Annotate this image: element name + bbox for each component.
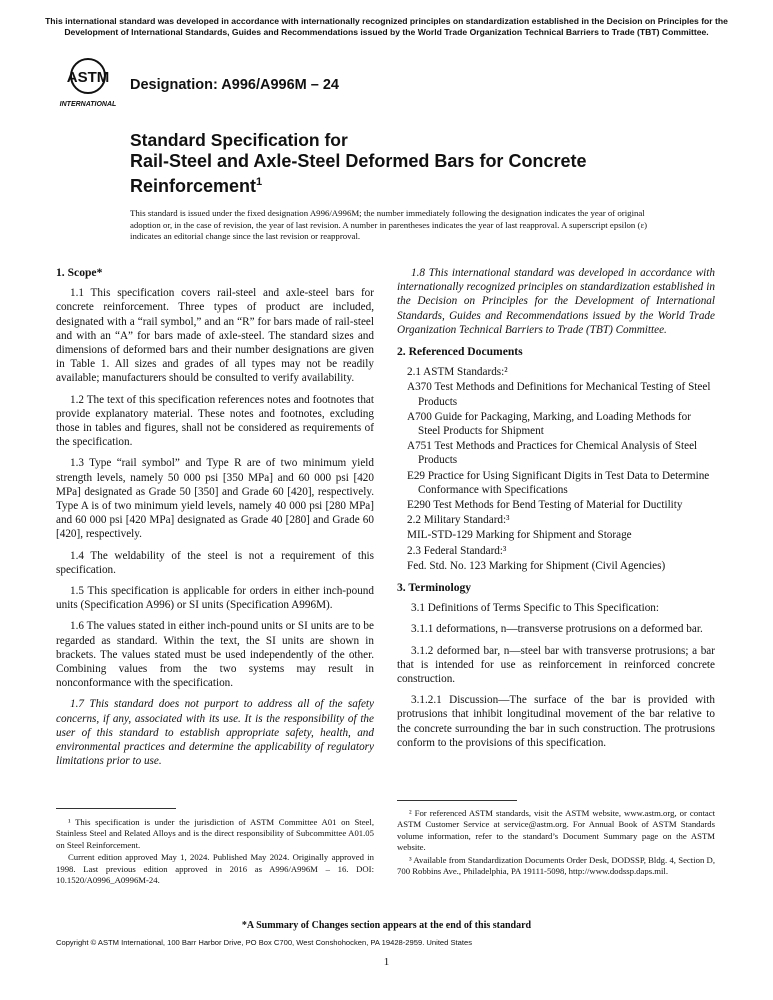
para-1-2: 1.2 The text of this specification references notes and footnotes that provide explanatory material. These notes and footnotes, excluding those in tables and figures, shall not be considered as requirements of the specification. xyxy=(56,393,374,449)
copyright: Copyright © ASTM International, 100 Barr Harbor Drive, PO Box C700, West Conshohocken, PA 19428-2959. United States xyxy=(56,938,473,947)
referenced-documents-heading: 2. Referenced Documents xyxy=(397,345,523,359)
terminology-heading: 3. Terminology xyxy=(397,581,472,595)
ref-a751: A751 Test Methods and Practices for Chemical Analysis of Steel Products xyxy=(407,440,698,467)
astm-standards-label: 2.1 ASTM Standards:² xyxy=(407,366,508,379)
ref-e29: E29 Practice for Using Significant Digits in Test Data to Determine Conformance with Specifications xyxy=(407,469,710,496)
document-title xyxy=(130,130,586,197)
footnote-3: ³ Available from Standardization Documents Order Desk, DODSSP, Bldg. 4, Section D, 700 Robbins Ave., Philadelphia, PA 19111-5098, http://www.dodssp.daps.mil. xyxy=(397,854,715,877)
title-line-3: Reinforcement xyxy=(130,176,257,196)
mil-std-129: MIL-STD-129 Marking for Shipment and Storage xyxy=(407,529,632,542)
footnote-1: ¹ This specification is under the jurisdiction of ASTM Committee A01 on Steel, Stainless Steel and Related Alloys and is the direct responsibility of Subcommittee A01.05 on Steel Reinforcement. xyxy=(56,817,374,850)
footnote-1-edition: Current edition approved May 1, 2024. Published May 2024. Originally approved in 1998. Last previous edition approved in 2016 as A996/A996M – 16. DOI: 10.1520/A0996_A0996M-24. xyxy=(56,852,374,886)
footnote-rule-right xyxy=(397,800,517,801)
issued-note: This standard is issued under the fixed designation A996/A996M; the number immediately following the designation indicates the year of original adoption or, in the case of revision, the year of last revision. A number in parentheses indicates the year of last reapproval. A superscript epsilon (ε) indicates an editorial change since the last revision or reapproval. xyxy=(130,208,648,242)
page-number: 1 xyxy=(383,956,390,968)
para-3-1-1: 3.1.1 deformations, n—transverse protrusions on a deformed bar. xyxy=(411,623,703,636)
summary-of-changes-note: *A Summary of Changes section appears at the end of this standard xyxy=(241,920,532,931)
para-1-4: 1.4 The weldability of the steel is not a requirement of this specification. xyxy=(56,549,374,576)
federal-standard-label: 2.3 Federal Standard:³ xyxy=(407,544,507,557)
ref-a700: A700 Guide for Packaging, Marking, and Loading Methods for Steel Products for Shipment xyxy=(407,410,691,438)
footnotes-left xyxy=(56,817,374,887)
top-notice: This international standard was developed in accordance with internationally recognized principles on standardization established in the Decision on Principles for the Development of International Standards, Guides and Recommendations issued by the World Trade Organization Technical Barriers to Trade (TBT) Committee. xyxy=(45,16,728,37)
ref-a370: A370 Test Methods and Definitions for Mechanical Testing of Steel Products xyxy=(407,381,711,408)
footnotes-right xyxy=(397,808,715,878)
ref-e290: E290 Test Methods for Bend Testing of Material for Ductility xyxy=(407,499,683,512)
para-1-1: 1.1 This specification covers rail-steel and axle-steel bars for concrete reinforcement. Three types of product are included, designated with a “rail symbol,” and an “R” for bars made of rail-steel and with an “A” for bars made of axle-steel. The standard sizes and dimensions of deformed bars and their number designations are given in Table 1. All sizes and grades of all types may not be readily available; manufacturers should be consulted to verify availability. xyxy=(56,287,374,385)
para-3-1: 3.1 Definitions of Terms Specific to This Specification: xyxy=(411,602,659,615)
para-1-5: 1.5 This specification is applicable for orders in either inch-pound units (Specification A996) or SI units (Specification A996M). xyxy=(56,585,374,612)
para-1-7: 1.7 This standard does not purport to address all of the safety concerns, if any, associated with its use. It is the responsibility of the user of this standard to establish appropriate safety, health, and environmental practices and determine the applicability of regulatory limitations prior to use. xyxy=(56,698,374,768)
title-line-2: Rail-Steel and Axle-Steel Deformed Bars for Concrete xyxy=(130,151,587,171)
right-column xyxy=(397,266,715,757)
para-1-6: 1.6 The values stated in either inch-pound units or SI units are to be regarded as standard. Within the text, the SI units are shown in brackets. The values stated must be used independently of the other. Combining values from the two systems may result in nonconformance with the specification. xyxy=(56,620,374,690)
svg-text:INTERNATIONAL: INTERNATIONAL xyxy=(59,101,117,108)
fed-std-123: Fed. Std. No. 123 Marking for Shipment (Civil Agencies) xyxy=(407,559,666,572)
military-standard-label: 2.2 Military Standard:³ xyxy=(407,514,510,527)
footnote-2: ² For referenced ASTM standards, visit the ASTM website, www.astm.org, or contact ASTM Customer Service at service@astm.org. For Annual Book of ASTM Standards volume information, refer to the standard’s Document Summary page on the ASTM website. xyxy=(397,808,715,853)
title-line-1: Standard Specification for xyxy=(130,130,348,150)
astm-logo xyxy=(58,54,122,110)
para-1-3: 1.3 Type “rail symbol” and Type R are of two minimum yield strength levels, namely 50 000 psi [350 MPa] and 60 000 psi [420 MPa] designated as Grade 50 [350] and Grade 60 [420], respectively. Type A is of two minimum yield levels, namely 40 000 psi [280 MPa] and 60 000 psi [420 MPa] designated as Grade 40 [280] and Grade 60 [420], respectively. xyxy=(56,457,374,541)
scope-heading: 1. Scope* xyxy=(56,266,103,279)
para-1-8: 1.8 This international standard was developed in accordance with internationally recognized principles on standardization established in the Decision on Principles for the Development of International Standards, Guides and Recommendations issued by the World Trade Organization Technical Barriers to Trade (TBT) Committee. xyxy=(397,267,715,336)
title-footnote-ref: 1 xyxy=(256,176,263,188)
left-column xyxy=(56,266,374,776)
designation: Designation: A996/A996M – 24 xyxy=(130,77,339,93)
svg-text:ASTM: ASTM xyxy=(66,69,110,86)
para-3-1-2: 3.1.2 deformed bar, n—steel bar with transverse protrusions; a bar that is intended for use as reinforcement in reinforced concrete construction. xyxy=(397,644,715,686)
footnote-rule-left xyxy=(56,808,176,809)
para-3-1-2-1: 3.1.2.1 Discussion—The surface of the bar is provided with protrusions that inhibit longitudinal movement of the bar relative to the concrete surrounding the bar in such construction. The protrusions conform to the provisions of this specification. xyxy=(397,694,715,749)
